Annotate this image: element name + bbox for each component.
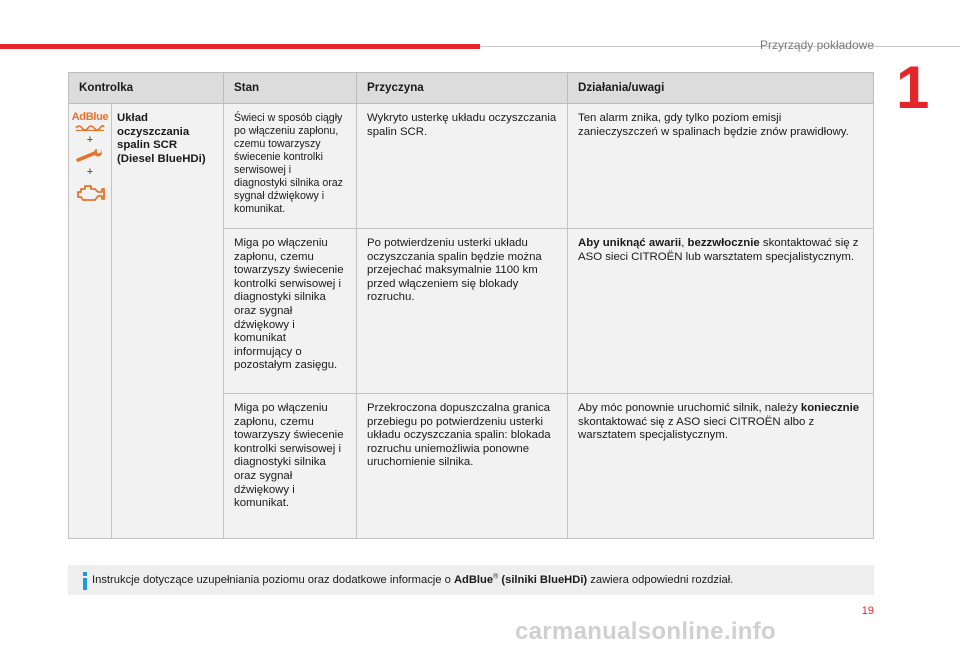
cause-cell: Przekroczona dopuszczalna granica przebiegu po potwierdzeniu usterki układu oczyszczania spalin: blokada rozruchu uniemożliwia ponowne uruchomienie silnika. xyxy=(357,394,568,539)
header-accent-bar xyxy=(0,44,480,49)
action-text: skontaktować się z ASO sieci CITROËN albo z warsztatem specjalistycznym. xyxy=(578,415,815,442)
header-dzialania: Działania/uwagi xyxy=(568,73,874,104)
action-separator: , xyxy=(681,237,688,249)
action-cell: Ten alarm znika, gdy tylko poziom emisji zanieczyszczeń w spalinach będzie znów prawidłowy. xyxy=(568,104,874,229)
state-cell: Świeci w sposób ciągły po włączeniu zapłonu, czemu towarzyszy świecenie kontrolki serwisowej i diagnostyki silnika oraz sygnał dźwiękowy i komunikat. xyxy=(224,104,357,229)
state-cell: Miga po włączeniu zapłonu, czemu towarzyszy świecenie kontrolki serwisowej i diagnostyki silnika oraz sygnał dźwiękowy i komunikat informujący o pozostałym zasięgu. xyxy=(224,229,357,394)
cause-cell: Wykryto usterkę układu oczyszczania spalin SCR. xyxy=(357,104,568,229)
info-text-start: Instrukcje dotyczące uzupełniania poziomu oraz dodatkowe informacje o xyxy=(92,574,454,586)
info-bluehdi: (silniki BlueHDi) xyxy=(498,574,588,586)
info-adblue: AdBlue xyxy=(453,574,494,586)
engine-icon xyxy=(75,181,105,203)
action-text: Aby móc ponownie uruchomić silnik, należy xyxy=(578,402,801,414)
chapter-number: 1 xyxy=(896,54,930,121)
action-bold-text: koniecznie xyxy=(800,402,860,414)
action-cell xyxy=(568,229,874,394)
action-cell xyxy=(568,394,874,539)
info-text-end: zawiera odpowiedni rozdział. xyxy=(587,574,734,586)
action-text: skontaktować się z ASO sieci CITROËN lub warsztatem specjalistycznym. xyxy=(578,237,859,263)
plus-sign: + xyxy=(86,166,94,178)
warning-lights-table xyxy=(68,72,874,539)
adblue-icon: AdBlue xyxy=(71,111,109,123)
plus-sign: + xyxy=(86,134,94,146)
icon-cell xyxy=(69,104,112,539)
action-bold-text: Aby uniknąć awarii xyxy=(578,237,682,249)
state-cell: Miga po włączeniu zapłonu, czemu towarzyszy świecenie kontrolki serwisowej i diagnostyki silnika oraz sygnał dźwiękowy i komunikat. xyxy=(224,394,357,539)
system-name: Układ oczyszczania spalin SCR (Diesel BlueHDi) xyxy=(112,104,224,539)
info-note xyxy=(68,565,874,595)
header-kontrolka: Kontrolka xyxy=(69,73,224,104)
table-row xyxy=(69,104,874,229)
page-number: 19 xyxy=(861,605,874,617)
watermark: carmanualsonline.info xyxy=(515,618,777,645)
info-text xyxy=(92,565,733,595)
section-title: Przyrządy pokładowe xyxy=(759,38,874,52)
table-header-row xyxy=(69,73,874,104)
action-bold-text: bezzwłocznie xyxy=(687,237,760,249)
header-przyczyna: Przyczyna xyxy=(357,73,568,104)
cause-cell: Po potwierdzeniu usterki układu oczyszczania spalin będzie można przejechać maksymalnie 1100 km przed włączeniem się blokady rozruchu. xyxy=(357,229,568,394)
header-stan: Stan xyxy=(224,73,357,104)
adblue-wave-icon xyxy=(75,123,105,131)
registered-mark: ® xyxy=(493,573,499,581)
header-rule xyxy=(480,46,960,47)
wrench-icon xyxy=(75,149,105,163)
